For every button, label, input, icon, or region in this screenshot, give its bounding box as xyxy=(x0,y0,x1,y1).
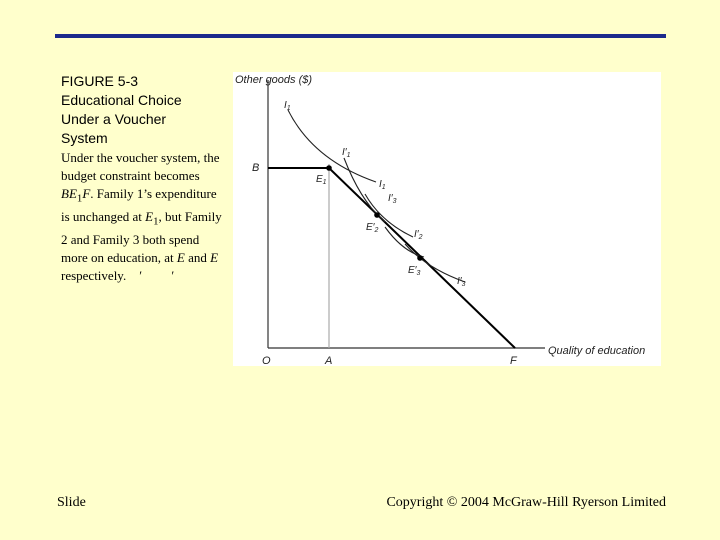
point-B-label: B xyxy=(252,162,260,174)
description-text: respectively. xyxy=(61,268,127,284)
curve-I3-prime-b-label: $I'_3$ xyxy=(457,276,466,288)
figure-description xyxy=(61,149,226,286)
point-E1 xyxy=(326,165,332,171)
description-text: , but Family 2 and Family 3 both spend more on education, at xyxy=(61,209,222,266)
top-rule xyxy=(55,34,666,38)
description-text: F xyxy=(82,186,91,202)
description-text: E xyxy=(145,209,154,225)
description-text: E xyxy=(210,250,219,266)
point-E3-prime xyxy=(417,255,423,261)
curve-I3-prime-label: $I'_3$ xyxy=(388,193,397,205)
description-text: and xyxy=(188,250,211,266)
curve-I1-right-label: $I_1$ xyxy=(379,179,386,191)
description-text: 1 xyxy=(76,193,83,205)
figure-label: FIGURE 5-3 xyxy=(61,73,139,89)
figure-title-line: Educational Choice xyxy=(61,92,182,108)
point-E2-prime-label: $E'_2$ xyxy=(366,222,379,234)
point-E3-prime-label: $E'_3$ xyxy=(408,265,421,277)
figure-title-line: Under a Voucher xyxy=(61,111,167,127)
description-text: 1 xyxy=(153,215,159,228)
description-text: . Family 1’s expenditure is unchanged at xyxy=(61,186,217,225)
voucher-diagram xyxy=(233,72,661,366)
figure-title xyxy=(61,91,226,148)
curve-I1-prime-label: $I'_1$ xyxy=(342,147,351,159)
curve-I2-prime-label: $I'_2$ xyxy=(414,229,423,241)
curve-I1-label: $I_1$ xyxy=(284,100,291,112)
origin-label: O xyxy=(262,355,271,366)
x-axis-label: Quality of education xyxy=(548,345,646,357)
point-A-label: A xyxy=(325,355,333,366)
description-text: BE xyxy=(61,186,77,202)
slide-label: Slide xyxy=(57,495,86,510)
point-E1-label: $E_1$ xyxy=(316,174,327,186)
description-text: Under the voucher system, the budget constraint becomes xyxy=(61,150,220,184)
point-E2-prime xyxy=(374,212,380,218)
figure-title-line: System xyxy=(61,130,108,146)
description-text: ′ xyxy=(171,268,175,284)
description-text: E xyxy=(176,250,185,266)
description-text: ′ xyxy=(139,268,143,284)
copyright-notice: Copyright © 2004 McGraw-Hill Ryerson Limited xyxy=(386,495,666,510)
y-axis-label: Other goods ($) xyxy=(235,74,313,86)
point-F-label: F xyxy=(510,355,517,366)
diagram-svg xyxy=(233,72,661,366)
figure-caption xyxy=(61,72,226,286)
